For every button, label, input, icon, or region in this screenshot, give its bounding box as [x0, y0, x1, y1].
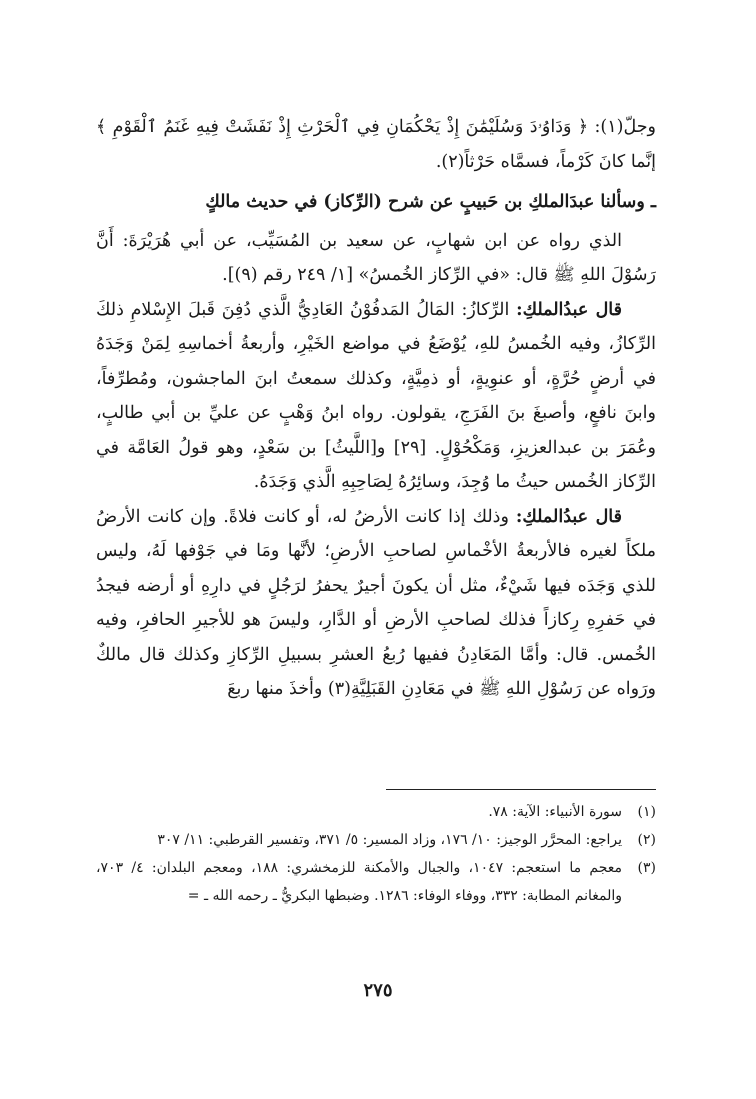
footnotes [96, 798, 656, 910]
paragraph-body: الرِّكازُ: المَالُ المَدفُوْنُ العَادِيُّ الَّذي دُفِنَ قَبلَ الإِسْلامِ ذلكَ الرِّكازُ، وفيه الخُمسُ للهِ، يُوْضَعُ في مواضع الخَيْرِ، وأربعةُ أخماسِهِ لِمَنْ وَجَدَهُ في أرضٍ حُرَّةٍ، أو عنوِيةٍ، أو ذمِيَّةٍ، وكذلك سمعتُ ابنَ الماجشون، ومُطرِّفاً، وابنَ نافعٍ، وأصبغَ بنَ الفَرَجِ، يقولون. رواه ابنُ وَهْبٍ عن عليِّ بن أبي طالبٍ، وعُمَرَ بن عبدالعزيزِ، وَمَكْحُوْلٍ. [٢٩] و[اللَّيثُ] بن سَعْدٍ، وهو قولُ العَامَّة في الرِّكاز الخُمس حيثُ ما وُجِدَ، وسائِرُهُ لِصَاحِبِهِ الَّذي وَجَدَهُ. [96, 299, 656, 492]
paragraph-rikaz-definition [96, 293, 656, 500]
paragraph-hadith: الذي رواه عن ابن شهابٍ، عن سعيد بن المُسَيِّب، عن أبي هُرَيْرَةَ: أَنَّ رَسُوْلَ اللهِ ﷺ قال: «في الرِّكاز الخُمسُ» [١/ ٢٤٩ رقم (٩)]. [96, 230, 656, 285]
page-number: ٢٧٥ [363, 980, 393, 1001]
speaker-label: قال عبدُالملكِ: [516, 299, 623, 320]
paragraph-body: وذلك إذا كانت الأرضُ له، أو كانت فلاةً. وإن كانت الأرضُ ملكاً لغيره فالأربعةُ الأخْماسِ لصاحبِ الأرضِ؛ لأنَّها ومَا في جَوْفها لَهُ، وليس للذي وَجَدَه فيها شَيْءٌ، مثل أن يكونَ أجيرٌ يحفرُ لرَجُلٍ في دارِهِ أو أرضه فيجدُ في حَفرِهِ رِكازاً فذلك لصاحبِ الأرضِ أو الدَّارِ، وليسَ هو للأجيرِ الحافرِ، وفيه الخُمس. قال: وأمَّا المَعَادِنُ ففيها رُبعُ العشرِ بسبيلِ الرِّكازِ وكذلك قال مالكٌ ورَواه عن رَسُوْلِ اللهِ ﷺ في مَعَادِنِ القَبَلِيَّةِ(٣) وأخذَ منها ربعَ [96, 506, 656, 699]
paragraph-land-ownership [96, 500, 656, 707]
speaker-label: قال عبدُالملكِ: [515, 506, 623, 527]
footnote-3 [96, 854, 656, 910]
paragraph-quran-verse: وجلّ(١): ﴿ وَدَاوُۥدَ وَسُلَيْمَٰنَ إِذْ يَحْكُمَانِ فِي ٱلْحَرْثِ إِذْ نَفَشَتْ فِيهِ غَنَمُ ٱلْقَوْمِ ﴾ إنَّما كانَ كَرْماً، فسمَّاه حَرْثاً(٢). [96, 117, 656, 172]
footnote-number: (٣) [637, 860, 656, 876]
main-text [96, 110, 656, 707]
footnote-text: سورة الأنبياء: الآية: ٧٨. [488, 804, 622, 820]
footnote-text: يراجع: المحرَّر الوجيز: ١٠/ ١٧٦، وزاد المسير: ٥/ ٣٧١، وتفسير القرطبي: ١١/ ٣٠٧ [157, 832, 622, 848]
footnote-number: (٢) [637, 832, 656, 848]
footnote-number: (١) [637, 804, 656, 820]
footnote-2 [96, 826, 656, 854]
footnote-divider [386, 789, 656, 790]
footnote-1 [96, 798, 656, 826]
section-heading: ـ وسألنا عبدَالملكِ بن حَبيبٍ عن شرح (الرِّكاز) في حديث مالكٍ [205, 192, 656, 212]
footnote-text: معجم ما استعجم: ١٠٤٧، والجبال والأمكنة للزمخشري: ١٨٨، ومعجم البلدان: ٤/ ٧٠٣، والمغانم المطابة: ٣٣٢، ووفاء الوفاء: ١٢٨٦. وضبطها البكريُّ ـ رحمه الله ـ = [96, 860, 622, 904]
